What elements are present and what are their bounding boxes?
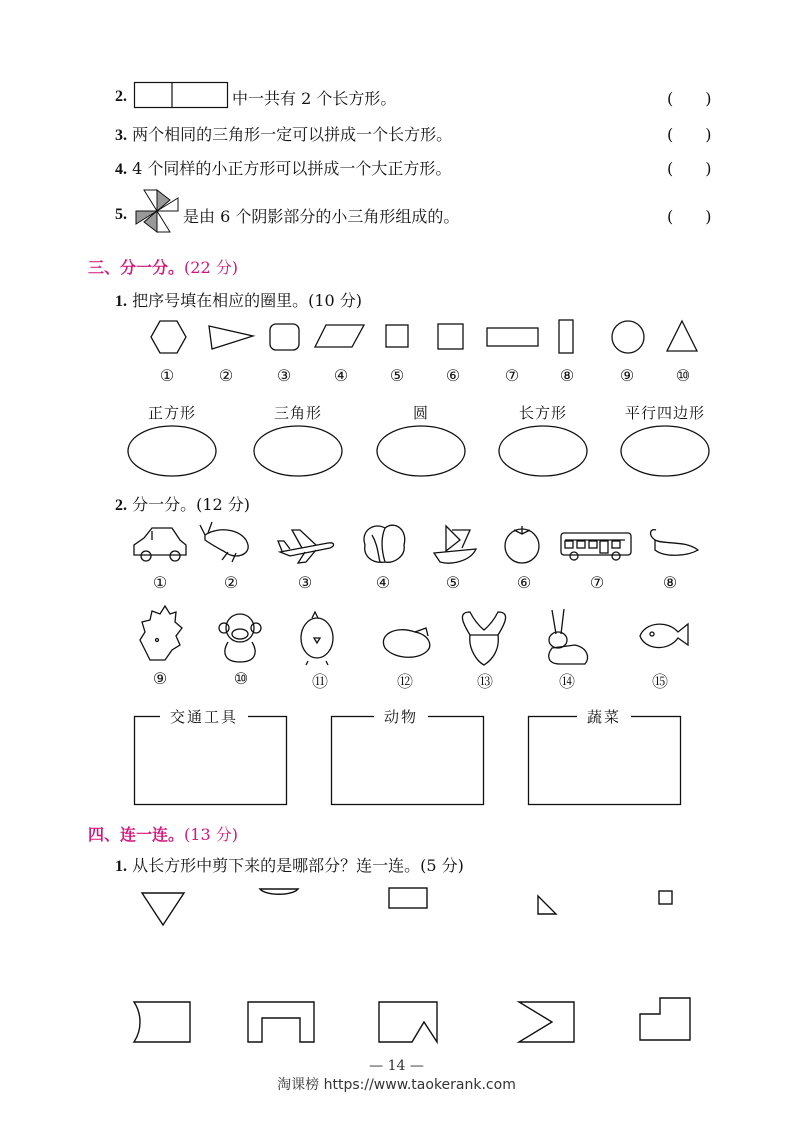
question-text: 分一分。(12 分) — [132, 495, 251, 514]
shape-number: ⑥ — [445, 366, 461, 385]
triangle-piece-icon[interactable] — [142, 893, 184, 925]
item-number: ⑬ — [476, 672, 493, 691]
answer-paren[interactable]: ( ) — [667, 89, 712, 108]
answer-paren[interactable]: ( ) — [667, 159, 712, 178]
item-number: ① — [152, 573, 168, 592]
item-number: ④ — [375, 573, 391, 592]
shape-number: ⑩ — [675, 366, 691, 385]
item-number: ⑦ — [589, 573, 605, 592]
item-number: ⑨ — [152, 669, 168, 688]
shape-number: ⑤ — [389, 366, 405, 385]
box-label-transport: 交通工具 — [160, 706, 248, 727]
box-label-vegetable: 蔬菜 — [577, 706, 631, 727]
lens-piece-icon[interactable] — [260, 889, 298, 894]
triangle-notch-rectangle-icon[interactable] — [379, 1002, 437, 1042]
question-text: 从长方形中剪下来的是哪部分？连一连。(5 分) — [132, 856, 464, 875]
question-number: 5. — [115, 206, 127, 223]
answer-paren[interactable]: ( ) — [667, 207, 712, 226]
small-triangle-piece-icon[interactable] — [538, 896, 556, 914]
question-5-text: 是由 6 个阴影部分的小三角形组成的。 — [183, 207, 460, 226]
question-text: 4 个同样的小正方形可以拼成一个大正方形。 — [132, 159, 452, 178]
question-2-text: 中一共有 2 个长方形。 — [232, 89, 397, 108]
page-number: — 14 — — [369, 1058, 424, 1074]
section-title: 四、连一连。 — [88, 825, 185, 844]
question-text: 两个相同的三角形一定可以拼成一个长方形。 — [132, 125, 453, 144]
category-label: 三角形 — [273, 404, 322, 422]
item-number: ⑮ — [651, 672, 668, 691]
shape-number: ③ — [276, 366, 292, 385]
category-label: 圆 — [412, 404, 429, 422]
category-label: 正方形 — [147, 404, 196, 422]
item-number: ⑭ — [558, 672, 575, 691]
category-label: 长方形 — [518, 404, 567, 422]
item-number: ⑧ — [662, 573, 678, 592]
item-number: ⑥ — [516, 573, 532, 592]
small-square-piece-icon[interactable] — [659, 891, 672, 904]
concave-rectangle-icon[interactable] — [134, 1002, 190, 1042]
shape-number: ⑨ — [619, 366, 635, 385]
item-number: ② — [223, 573, 239, 592]
item-number: ⑤ — [445, 573, 461, 592]
question-number: 1. — [115, 858, 127, 875]
corner-cut-rectangle-icon[interactable] — [640, 998, 690, 1040]
item-number: ⑩ — [233, 669, 249, 688]
question-number: 1. — [115, 293, 127, 310]
section-title: 三、分一分。 — [88, 258, 185, 277]
category-label: 平行四边形 — [624, 404, 705, 422]
section-points: (13 分) — [184, 825, 238, 844]
box-label-animal: 动物 — [374, 706, 428, 727]
watermark-url: 淘课榜 https://www.taokerank.com — [277, 1077, 516, 1093]
shape-number: ⑧ — [559, 366, 575, 385]
question-number: 4. — [115, 161, 127, 178]
shape-number: ⑦ — [504, 366, 520, 385]
question-number: 3. — [115, 127, 127, 144]
item-number: ⑪ — [311, 672, 328, 691]
section-points: (22 分) — [184, 258, 238, 277]
answer-paren[interactable]: ( ) — [667, 125, 712, 144]
rectangle-piece-icon[interactable] — [389, 888, 427, 908]
item-number: ⑫ — [396, 672, 413, 691]
question-text: 把序号填在相应的圈里。(10 分) — [132, 291, 363, 310]
notched-rectangle-icon[interactable] — [248, 1002, 314, 1042]
question-number: 2. — [115, 497, 127, 514]
shape-number: ④ — [333, 366, 349, 385]
shape-number: ② — [218, 366, 234, 385]
item-number: ③ — [297, 573, 313, 592]
shape-number: ① — [159, 366, 175, 385]
question-number: 2. — [115, 88, 127, 105]
arrow-notch-rectangle-icon[interactable] — [519, 1002, 574, 1042]
